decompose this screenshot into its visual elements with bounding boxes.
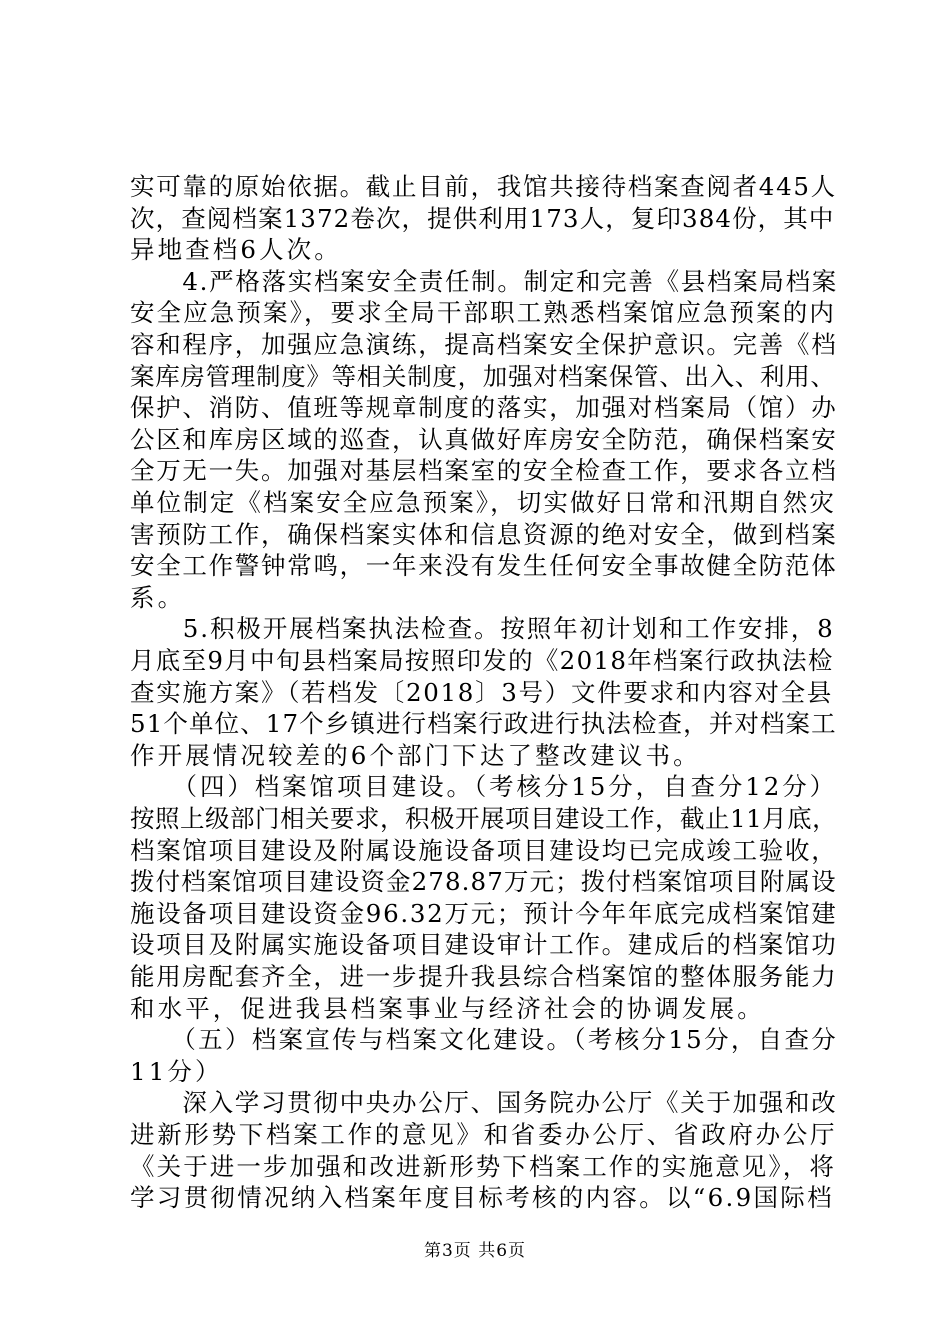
body-text-line: 全万无一失。加强对基层档案室的安全检查工作，要求各立档 [130, 456, 838, 486]
section-heading: （五）档案宣传与档案文化建设。（考核分15分，自查分 [130, 1025, 839, 1055]
body-text-line: 查实施方案》（若档发〔2018〕3号）文件要求和内容对全县 [130, 677, 833, 707]
body-text-line: 单位制定《档案安全应急预案》，切实做好日常和汛期自然灾 [130, 488, 836, 517]
body-text-line: 4.严格落实档案安全责任制。制定和完善《县档案局档案 [130, 266, 838, 296]
body-text-line: 案库房管理制度》等相关制度，加强对档案保管、出入、利用、 [130, 361, 836, 391]
body-text-line: 和水平，促进我县档案事业与经济社会的协调发展。 [130, 993, 765, 1023]
body-text-line: 保护、消防、值班等规章制度的落实，加强对档案局（馆）办 [130, 393, 838, 423]
body-text-line: 按照上级部门相关要求，积极开展项目建设工作，截止11月底， [130, 804, 838, 833]
section-heading-continued: 11分） [130, 1056, 223, 1086]
body-text-line: 深入学习贯彻中央办公厅、国务院办公厅《关于加强和改 [130, 1088, 838, 1118]
body-text-line: 容和程序，加强应急演练，提高档案安全保护意识。完善《档 [130, 330, 838, 359]
body-text-line: 异地查档6人次。 [130, 235, 342, 265]
body-text-line: 公区和库房区域的巡查，认真做好库房安全防范，确保档案安 [130, 424, 838, 454]
body-text-line: 5.积极开展档案执法检查。按照年初计划和工作安排，8 [130, 614, 835, 644]
section-heading: （四）档案馆项目建设。（考核分15分，自查分12分） [130, 772, 838, 802]
body-text-line: 51个单位、17个乡镇进行档案行政进行执法检查，并对档案工 [130, 709, 837, 739]
body-text-line: 学习贯彻情况纳入档案年度目标考核的内容。以“6.9国际档 [130, 1183, 834, 1213]
body-text-line: 施设备项目建设资金96.32万元；预计今年年底完成档案馆建 [130, 898, 838, 928]
body-text-line: 进新形势下档案工作的意见》和省委办公厅、省政府办公厅 [130, 1120, 838, 1149]
body-text-line: 安全工作警钟常鸣，一年来没有发生任何安全事故健全防范体 [130, 551, 838, 581]
body-text-line: 《关于进一步加强和改进新形势下档案工作的实施意见》，将 [130, 1151, 836, 1181]
body-text-line: 次，查阅档案1372卷次，提供利用173人，复印384份，其中 [130, 203, 835, 233]
body-text-line: 档案馆项目建设及附属设施设备项目建设均已完成竣工验收， [130, 835, 838, 865]
body-text-line: 设项目及附属实施设备项目建设审计工作。建成后的档案馆功 [130, 930, 838, 960]
body-text-line: 作开展情况较差的6个部门下达了整改建议书。 [130, 740, 701, 770]
page-footer: 第3页 共6页 [423, 1241, 527, 1261]
body-text-line: 拨付档案馆项目建设资金278.87万元；拨付档案馆项目附属设 [130, 867, 837, 897]
body-text-line: 月底至9月中旬县档案局按照印发的《2018年档案行政执法检 [130, 646, 834, 675]
body-text-line: 实可靠的原始依据。截止目前，我馆共接待档案查阅者445人 [130, 172, 837, 201]
body-text-line: 系。 [130, 582, 186, 612]
body-text-line: 能用房配套齐全，进一步提升我县综合档案馆的整体服务能力 [130, 962, 838, 991]
body-text-line: 害预防工作，确保档案实体和信息资源的绝对安全，做到档案 [130, 519, 838, 549]
body-text-line: 安全应急预案》，要求全局干部职工熟悉档案馆应急预案的内 [130, 298, 836, 328]
